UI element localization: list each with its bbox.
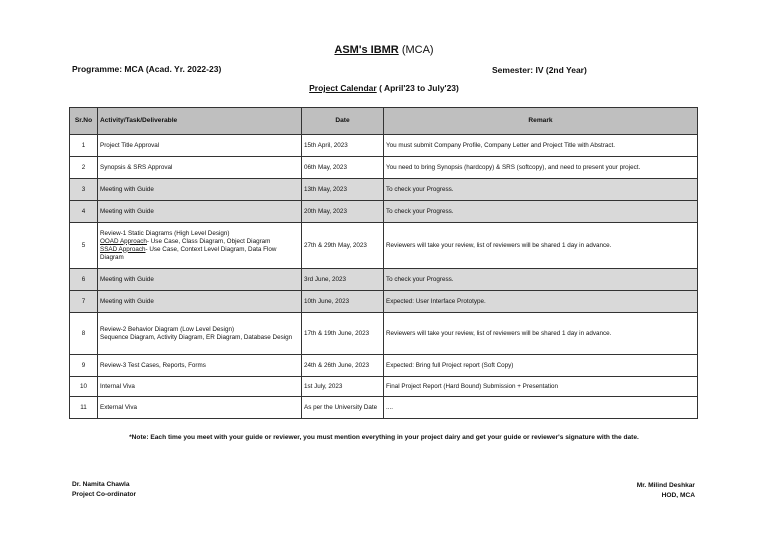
calendar-range: ( April'23 to July'23) xyxy=(379,83,459,93)
activity-line: Review-2 Behavior Diagram (Low Level Design) xyxy=(100,325,235,333)
semester-label: Semester: IV (2nd Year) xyxy=(492,65,587,75)
cell-activity: Meeting with Guide xyxy=(98,269,302,291)
cell-remark: You need to bring Synopsis (hardcopy) & SRS (softcopy), and need to present your project. xyxy=(384,157,698,179)
table-header-row xyxy=(70,108,698,135)
cell-srno: 10 xyxy=(70,377,98,397)
column-header-remark: Remark xyxy=(384,108,698,135)
signature-hod xyxy=(637,481,695,501)
table-row xyxy=(70,355,698,377)
cell-activity: Project Title Approval xyxy=(98,135,302,157)
cell-date: 15th April, 2023 xyxy=(302,135,384,157)
cell-remark: .... xyxy=(384,397,698,419)
cell-activity xyxy=(98,223,302,269)
calendar-heading xyxy=(0,83,768,93)
cell-date: 1st July, 2023 xyxy=(302,377,384,397)
activity-line: Sequence Diagram, Activity Diagram, ER Diagram, Database Design xyxy=(100,333,293,341)
cell-srno: 7 xyxy=(70,291,98,313)
table-row xyxy=(70,135,698,157)
signatory-name: Mr. Milind Deshkar xyxy=(636,482,695,489)
cell-activity: External Viva xyxy=(98,397,302,419)
table-row xyxy=(70,223,698,269)
cell-remark: To check your Progress. xyxy=(384,201,698,223)
approach-text: - Use Case, Context Level Diagram, Data Flow Diagram xyxy=(100,245,277,261)
activity-line: Review-1 Static Diagrams (High Level Design) xyxy=(100,229,230,237)
cell-date: 24th & 26th June, 2023 xyxy=(302,355,384,377)
approach-label: OOAD Approach xyxy=(100,237,147,245)
cell-remark: Reviewers will take your review, list of reviewers will be shared 1 day in advance. xyxy=(384,313,698,355)
signatory-role: HOD, MCA xyxy=(661,492,695,499)
cell-srno: 1 xyxy=(70,135,98,157)
cell-srno: 11 xyxy=(70,397,98,419)
cell-date: 3rd June, 2023 xyxy=(302,269,384,291)
table-row xyxy=(70,291,698,313)
cell-srno: 9 xyxy=(70,355,98,377)
cell-date: 10th June, 2023 xyxy=(302,291,384,313)
approach-label: SSAD Approach xyxy=(100,245,146,253)
signatory-role: Project Co-ordinator xyxy=(72,491,137,498)
table-row xyxy=(70,397,698,419)
cell-date: 13th May, 2023 xyxy=(302,179,384,201)
approach-text: - Use Case, Class Diagram, Object Diagram xyxy=(146,237,271,245)
cell-date: 06th May, 2023 xyxy=(302,157,384,179)
cell-srno: 3 xyxy=(70,179,98,201)
cell-date: As per the University Date xyxy=(302,397,384,419)
table-row xyxy=(70,313,698,355)
document-title xyxy=(0,44,768,56)
cell-date: 27th & 29th May, 2023 xyxy=(302,223,384,269)
table-row xyxy=(70,179,698,201)
cell-activity: Internal Viva xyxy=(98,377,302,397)
cell-srno: 6 xyxy=(70,269,98,291)
cell-activity: Review-3 Test Cases, Reports, Forms xyxy=(98,355,302,377)
cell-activity: Synopsis & SRS Approval xyxy=(98,157,302,179)
institute-name: ASM's IBMR xyxy=(334,44,399,56)
programme-label: Programme: MCA (Acad. Yr. 2022-23) xyxy=(72,64,222,74)
cell-activity xyxy=(98,313,302,355)
cell-srno: 4 xyxy=(70,201,98,223)
cell-remark: To check your Progress. xyxy=(384,269,698,291)
cell-remark: Expected: Bring full Project report (Soft Copy) xyxy=(384,355,698,377)
cell-date: 20th May, 2023 xyxy=(302,201,384,223)
cell-srno: 2 xyxy=(70,157,98,179)
cell-remark: You must submit Company Profile, Company Letter and Project Title with Abstract. xyxy=(384,135,698,157)
signature-coordinator xyxy=(72,480,136,500)
footnote: *Note: Each time you meet with your guide or reviewer, you must mention everything in your project dairy and get your guide or reviewer's signature with the date. xyxy=(129,434,639,441)
cell-remark: Reviewers will take your review, list of reviewers will be shared 1 day in advance. xyxy=(384,223,698,269)
cell-srno: 8 xyxy=(70,313,98,355)
column-header-activity: Activity/Task/Deliverable xyxy=(98,108,302,135)
calendar-label: Project Calendar xyxy=(309,83,377,93)
project-calendar-table xyxy=(69,107,698,419)
table-row xyxy=(70,157,698,179)
cell-date: 17th & 19th June, 2023 xyxy=(302,313,384,355)
table-row xyxy=(70,377,698,397)
column-header-srno: Sr.No xyxy=(70,108,98,135)
table-row xyxy=(70,201,698,223)
cell-activity: Meeting with Guide xyxy=(98,291,302,313)
cell-remark: To check your Progress. xyxy=(384,179,698,201)
cell-remark: Final Project Report (Hard Bound) Submission + Presentation xyxy=(384,377,698,397)
activity-line xyxy=(100,238,299,246)
column-header-date: Date xyxy=(302,108,384,135)
activity-line xyxy=(100,246,299,262)
cell-activity: Meeting with Guide xyxy=(98,201,302,223)
institute-suffix: (MCA) xyxy=(401,44,434,56)
signatory-name: Dr. Namita Chawla xyxy=(72,481,130,488)
cell-remark: Expected: User Interface Prototype. xyxy=(384,291,698,313)
table-row xyxy=(70,269,698,291)
cell-activity: Meeting with Guide xyxy=(98,179,302,201)
cell-srno: 5 xyxy=(70,223,98,269)
